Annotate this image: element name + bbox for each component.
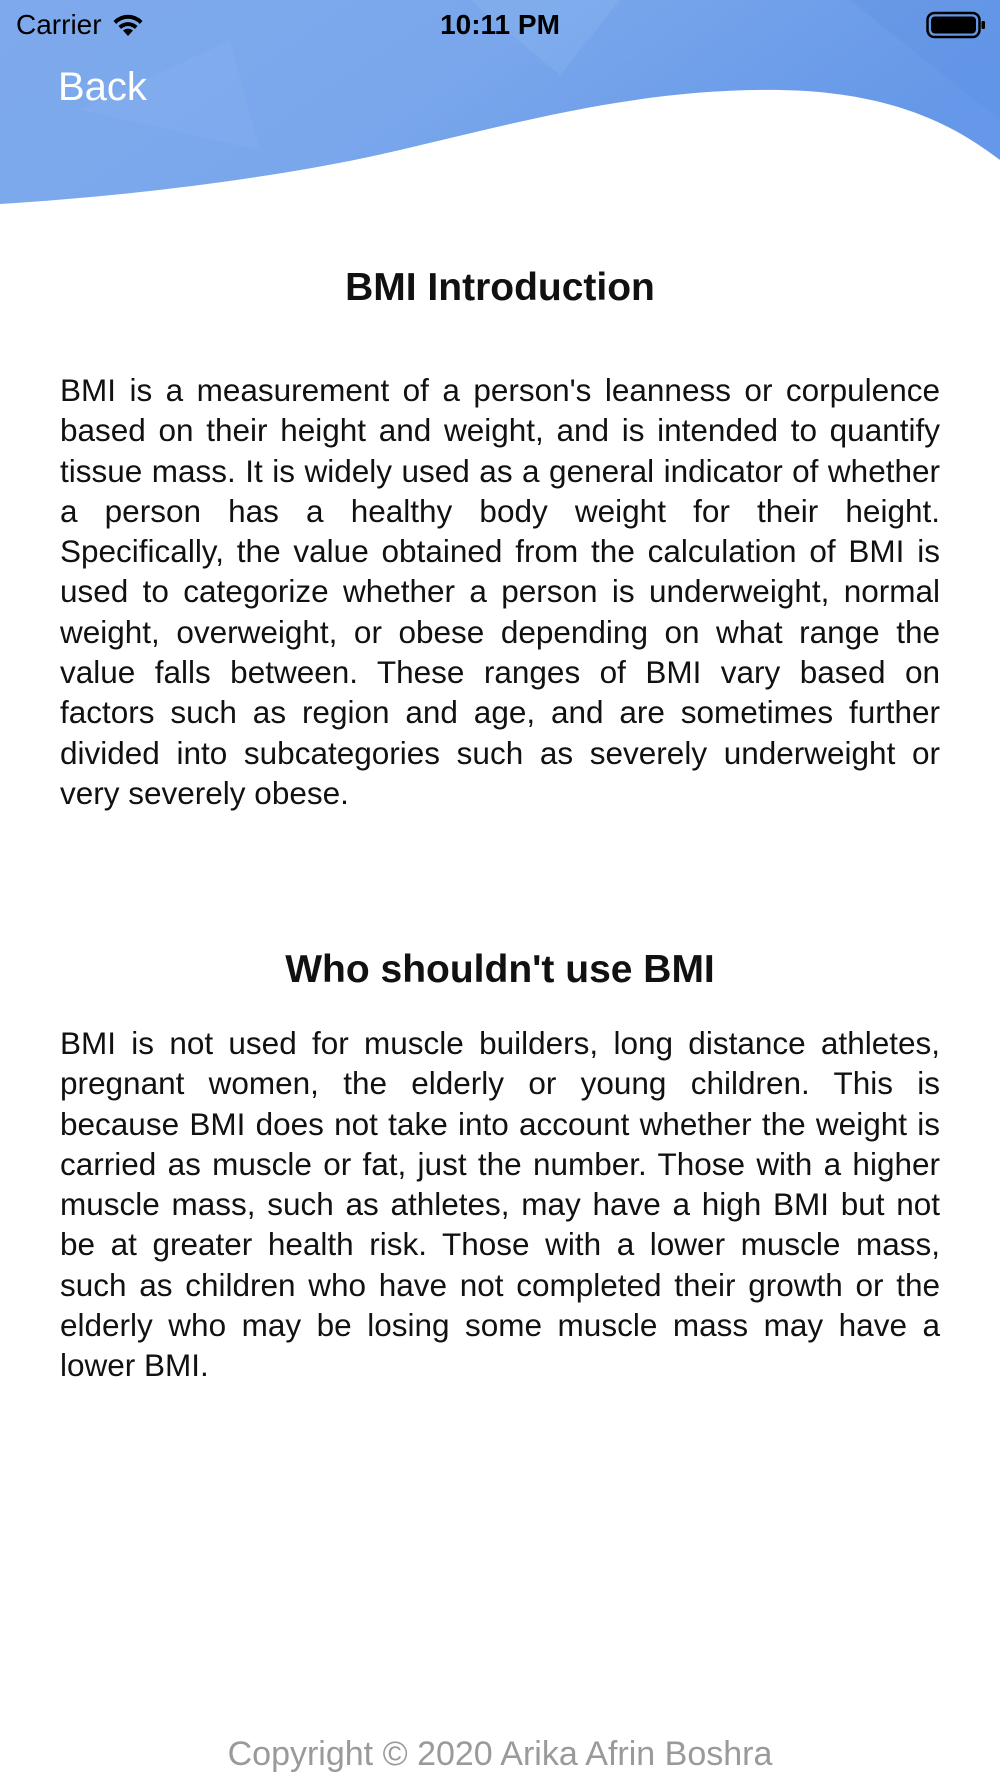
back-button[interactable]: Back: [58, 65, 147, 109]
section-body-bmi-introduction: BMI is a measurement of a person's leanness or corpulence based on their height and weight, and is intended to quantify tissue mass. It is widely used as a general indicator of whether a person has a healthy body weight for their height. Specifically, the value obtained from the calculation of BMI is used to categorize whether a person is underweight, normal weight, overweight, or obese depending on what range the value falls between. These ranges of BMI vary based on factors such as region and age, and are sometimes further divided into subcategories such as severely underweight or very severely obese.: [60, 372, 940, 811]
section-title-who-shouldnt-use-bmi: Who shouldn't use BMI: [285, 948, 715, 991]
copyright-footer: Copyright © 2020 Arika Afrin Boshra: [227, 1735, 773, 1773]
section-body-who-shouldnt-use-bmi: BMI is not used for muscle builders, long distance athletes, pregnant women, the elderly or young children. This is because BMI does not take into account whether the weight is carried as muscle or fat, just the number. Those with a higher muscle mass, such as athletes, may have a high BMI but not be at greater health risk. Those with a lower muscle mass, such as children who have not completed their growth or the elderly who may be losing some muscle mass may have a lower BMI.: [60, 1025, 940, 1384]
battery-icon: [926, 10, 986, 40]
carrier-label: Carrier: [16, 9, 102, 40]
section-title-bmi-introduction: BMI Introduction: [345, 266, 655, 309]
status-time: 10:11 PM: [440, 9, 560, 40]
status-bar: [0, 0, 1000, 50]
